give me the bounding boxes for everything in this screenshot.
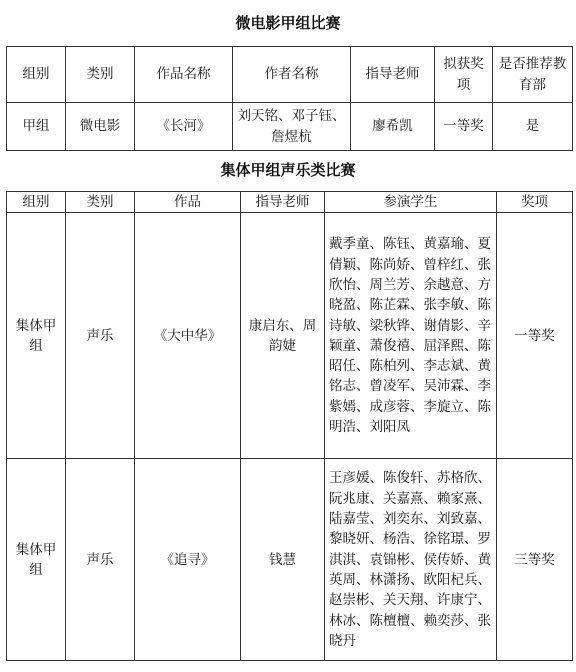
header-cell: 类别	[66, 192, 135, 213]
author-cell: 刘天铭、邓子钰、詹煜杭	[233, 103, 351, 151]
section2-title: 集体甲组声乐类比赛	[220, 161, 356, 179]
category-cell: 声乐	[66, 459, 135, 661]
table-header-row	[7, 47, 573, 103]
category-cell: 声乐	[66, 213, 135, 459]
header-cell: 指导老师	[351, 47, 435, 103]
header-cell: 拟获奖项	[435, 47, 493, 103]
microfilm-table	[6, 46, 573, 151]
group-cell: 集体甲组	[7, 213, 66, 459]
students-cell: 王彦媛、陈俊轩、苏格欣、阮兆康、关嘉熹、赖家熹、陆嘉莹、刘奕东、刘致嘉、黎晓妍、杨浩、徐铭璟、罗淇淇、袁锦彬、侯传娇、黄英周、林潇扬、欧阳杞兵、赵崇彬、关天翔、许康宁、林冰、陈檀檀、赖奕莎、张晓丹	[325, 459, 497, 661]
header-cell: 参演学生	[325, 192, 497, 213]
header-cell: 是否推荐教育部	[493, 47, 573, 103]
award-cell: 三等奖	[497, 459, 573, 661]
vocal-table	[6, 191, 573, 661]
header-cell: 组别	[7, 192, 66, 213]
advisor-cell: 廖希凯	[351, 103, 435, 151]
recommend-cell: 是	[493, 103, 573, 151]
header-cell: 组别	[7, 47, 66, 103]
students-cell: 戴季童、陈钰、黄嘉瑜、夏倩颖、陈尚娇、曾梓红、张欣怡、周兰芳、余越意、方晓盈、陈芷霖、张李敏、陈诗敏、梁秋铧、谢倩影、辛颖童、萧俊禧、屈泽熙、陈昭任、陈柏列、李志斌、黄铭志、曾凌军、吴沛霖、李紫嫣、成彦蓉、李旋立、陈明浩、刘阳凤	[325, 213, 497, 459]
work-cell: 《追寻》	[135, 459, 241, 661]
work-cell: 《大中华》	[135, 213, 241, 459]
header-cell: 奖项	[497, 192, 573, 213]
table-row	[7, 459, 573, 661]
award-cell: 一等奖	[435, 103, 493, 151]
group-cell: 集体甲组	[7, 459, 66, 661]
group-cell: 甲组	[7, 103, 66, 151]
header-cell: 作品	[135, 192, 241, 213]
header-cell: 作品名称	[135, 47, 233, 103]
work-name-cell: 《长河》	[135, 103, 233, 151]
category-cell: 微电影	[66, 103, 135, 151]
section1-title: 微电影甲组比赛	[235, 14, 341, 32]
header-cell: 作者名称	[233, 47, 351, 103]
table-header-row	[7, 192, 573, 213]
table-row	[7, 213, 573, 459]
advisor-cell: 康启东、周韵婕	[241, 213, 325, 459]
table-row	[7, 103, 573, 151]
advisor-cell: 钱慧	[241, 459, 325, 661]
award-cell: 一等奖	[497, 213, 573, 459]
header-cell: 指导老师	[241, 192, 325, 213]
header-cell: 类别	[66, 47, 135, 103]
